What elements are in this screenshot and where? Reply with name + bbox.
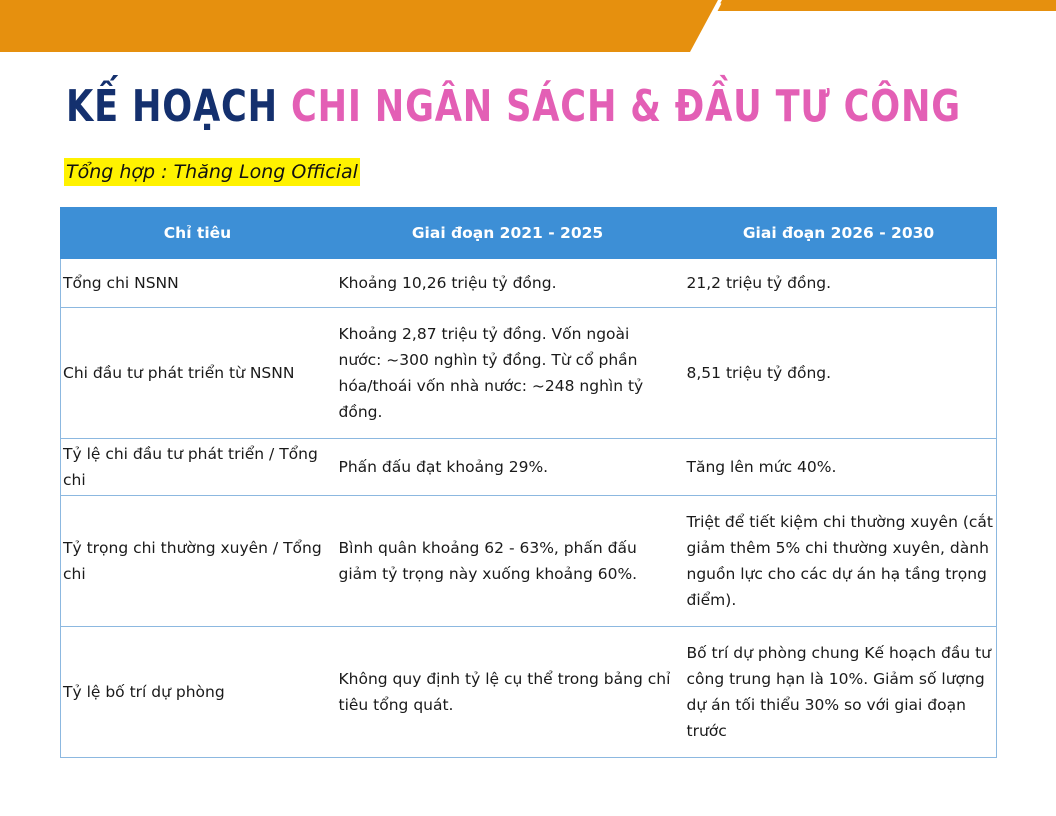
page-title-part2: CHI NGÂN SÁCH & ĐẦU TƯ CÔNG xyxy=(290,81,961,132)
budget-plan-table xyxy=(60,207,997,758)
page-title-part1: KẾ HOẠCH xyxy=(66,81,278,132)
table-header-row xyxy=(61,207,997,259)
table-row xyxy=(61,259,997,307)
row-indicator: Chi đầu tư phát triển từ NSNN xyxy=(61,307,335,438)
row-indicator: Tỷ lệ bố trí dự phòng xyxy=(61,626,335,757)
row-value-2026-2030: Bố trí dự phòng chung Kế hoạch đầu tư công trung hạn là 10%. Giảm số lượng dự án tối thiểu 30% so với giai đoạn trước xyxy=(681,626,997,757)
header-indicator: Chỉ tiêu xyxy=(61,207,335,259)
row-value-2026-2030: Triệt để tiết kiệm chi thường xuyên (cắt giảm thêm 5% chi thường xuyên, dành nguồn lực cho các dự án hạ tầng trọng điểm). xyxy=(681,495,997,626)
row-indicator: Tỷ lệ chi đầu tư phát triển / Tổng chi xyxy=(61,438,335,495)
table-body xyxy=(61,259,997,757)
table-row xyxy=(61,626,997,757)
table-row xyxy=(61,438,997,495)
table-header xyxy=(61,207,997,259)
table-row xyxy=(61,495,997,626)
row-value-2021-2025: Bình quân khoảng 62 - 63%, phấn đấu giảm tỷ trọng này xuống khoảng 60%. xyxy=(335,495,681,626)
top-accent-banner xyxy=(0,0,1056,56)
row-value-2026-2030: 21,2 triệu tỷ đồng. xyxy=(681,259,997,307)
table-row xyxy=(61,307,997,438)
row-value-2021-2025: Khoảng 10,26 triệu tỷ đồng. xyxy=(335,259,681,307)
header-period-2026-2030: Giai đoạn 2026 - 2030 xyxy=(681,207,997,259)
header-period-2021-2025: Giai đoạn 2021 - 2025 xyxy=(335,207,681,259)
row-indicator: Tổng chi NSNN xyxy=(61,259,335,307)
row-value-2026-2030: Tăng lên mức 40%. xyxy=(681,438,997,495)
row-value-2021-2025: Khoảng 2,87 triệu tỷ đồng. Vốn ngoài nước: ~300 nghìn tỷ đồng. Từ cổ phần hóa/thoái vốn nhà nước: ~248 nghìn tỷ đồng. xyxy=(335,307,681,438)
source-credit: Tổng hợp : Thăng Long Official xyxy=(64,158,360,186)
row-indicator: Tỷ trọng chi thường xuyên / Tổng chi xyxy=(61,495,335,626)
row-value-2021-2025: Không quy định tỷ lệ cụ thể trong bảng chỉ tiêu tổng quát. xyxy=(335,626,681,757)
page-title xyxy=(66,78,961,136)
row-value-2021-2025: Phấn đấu đạt khoảng 29%. xyxy=(335,438,681,495)
row-value-2026-2030: 8,51 triệu tỷ đồng. xyxy=(681,307,997,438)
